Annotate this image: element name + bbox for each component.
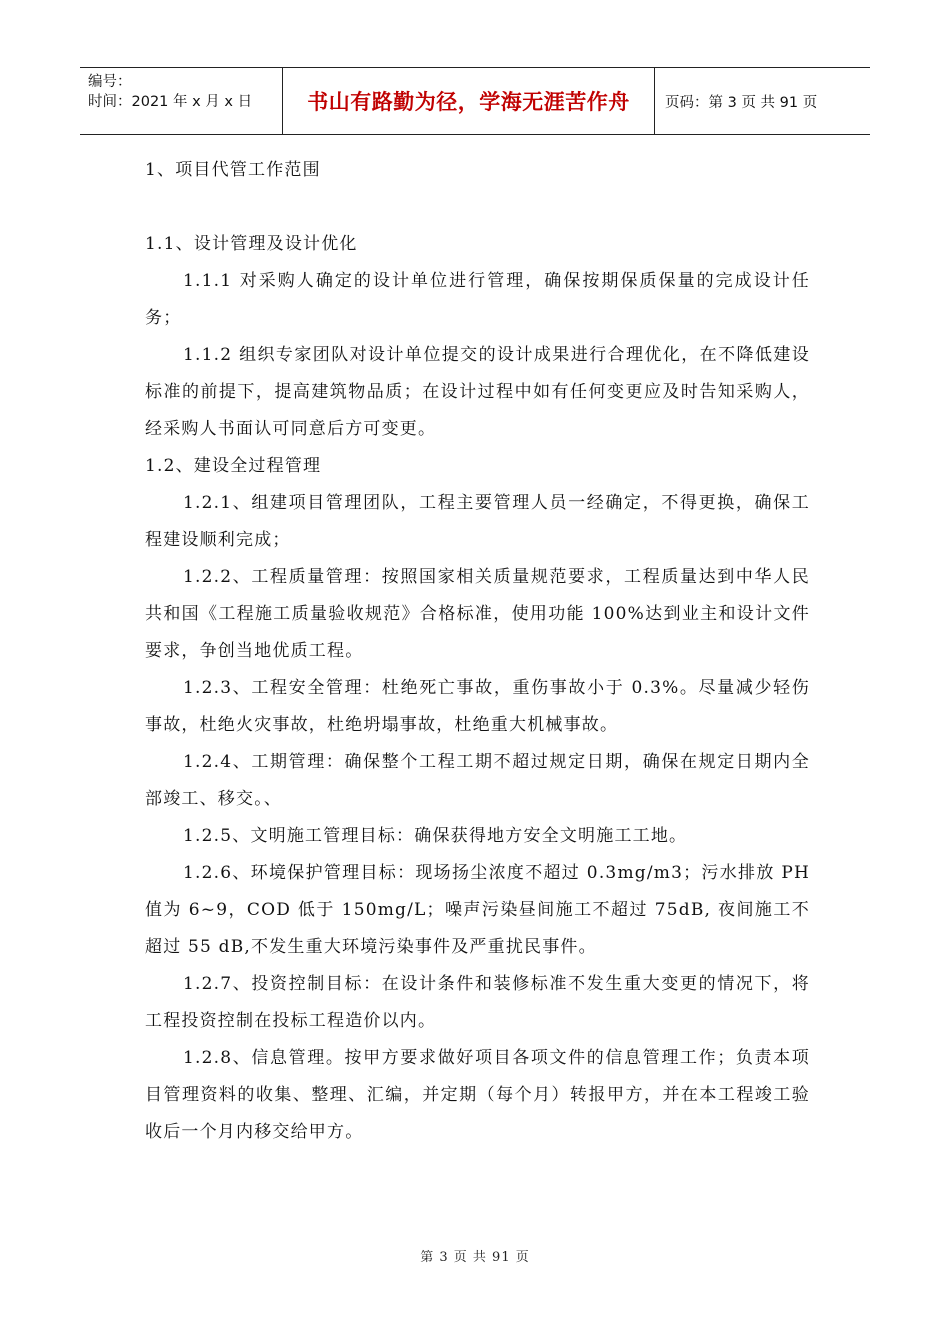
paragraph: 1.2.8、信息管理。按甲方要求做好项目各项文件的信息管理工作；负责本项目管理资料的收集、整理、汇编，并定期（每个月）转报甲方，并在本工程竣工验收后一个月内移交给甲方。 (145, 1048, 810, 1142)
section-title: 1、项目代管工作范围 (145, 160, 321, 180)
document-body (145, 152, 810, 1151)
paragraph: 1.1.2 组织专家团队对设计单位提交的设计成果进行合理优化，在不降低建设标准的前提下，提高建筑物品质；在设计过程中如有任何变更应及时告知采购人，经采购人书面认可同意后方可变更。 (145, 345, 810, 439)
paragraph: 1.2.4、工期管理：确保整个工程工期不超过规定日期，确保在规定日期内全部竣工、移交。、 (145, 752, 810, 809)
paragraph: 1.2.5、文明施工管理目标：确保获得地方安全文明施工工地。 (183, 826, 688, 846)
paragraph: 1.2.1、组建项目管理团队，工程主要管理人员一经确定，不得更换，确保工程建设顺利完成； (145, 493, 810, 550)
page-footer: 第 3 页 共 91 页 (420, 1250, 530, 1265)
header-meta (80, 68, 282, 134)
header-page-info: 页码：第 3 页 共 91 页 (665, 94, 818, 111)
paragraph: 1.2.6、环境保护管理目标：现场扬尘浓度不超过 0.3mg/m3；污水排放 PH 值为 6~9，COD 低于 150mg/L；噪声污染昼间施工不超过 75dB, 夜间施工不超过 55 dB,不发生重大环境污染事件及严重扰民事件。 (145, 863, 810, 957)
subsection-heading: 1.2、建设全过程管理 (145, 456, 322, 476)
header-motto: 书山有路勤为径，学海无涯苦作舟 (282, 68, 655, 134)
time-label: 时间：2021 年 x 月 x 日 (88, 94, 253, 110)
subsection-heading: 1.1、设计管理及设计优化 (145, 234, 358, 254)
number-label: 编号： (88, 74, 132, 90)
paragraph: 1.1.1 对采购人确定的设计单位进行管理，确保按期保质保量的完成设计任务； (145, 271, 810, 328)
document-header (80, 67, 870, 135)
paragraph: 1.2.2、工程质量管理：按照国家相关质量规范要求，工程质量达到中华人民共和国《工程施工质量验收规范》合格标准，使用功能 100%达到业主和设计文件要求，争创当地优质工程。 (145, 567, 810, 661)
paragraph: 1.2.3、工程安全管理：杜绝死亡事故，重伤事故小于 0.3%。尽量减少轻伤事故，杜绝火灾事故，杜绝坍塌事故，杜绝重大机械事故。 (145, 678, 810, 735)
paragraph: 1.2.7、投资控制目标：在设计条件和装修标准不发生重大变更的情况下，将工程投资控制在投标工程造价以内。 (145, 974, 810, 1031)
